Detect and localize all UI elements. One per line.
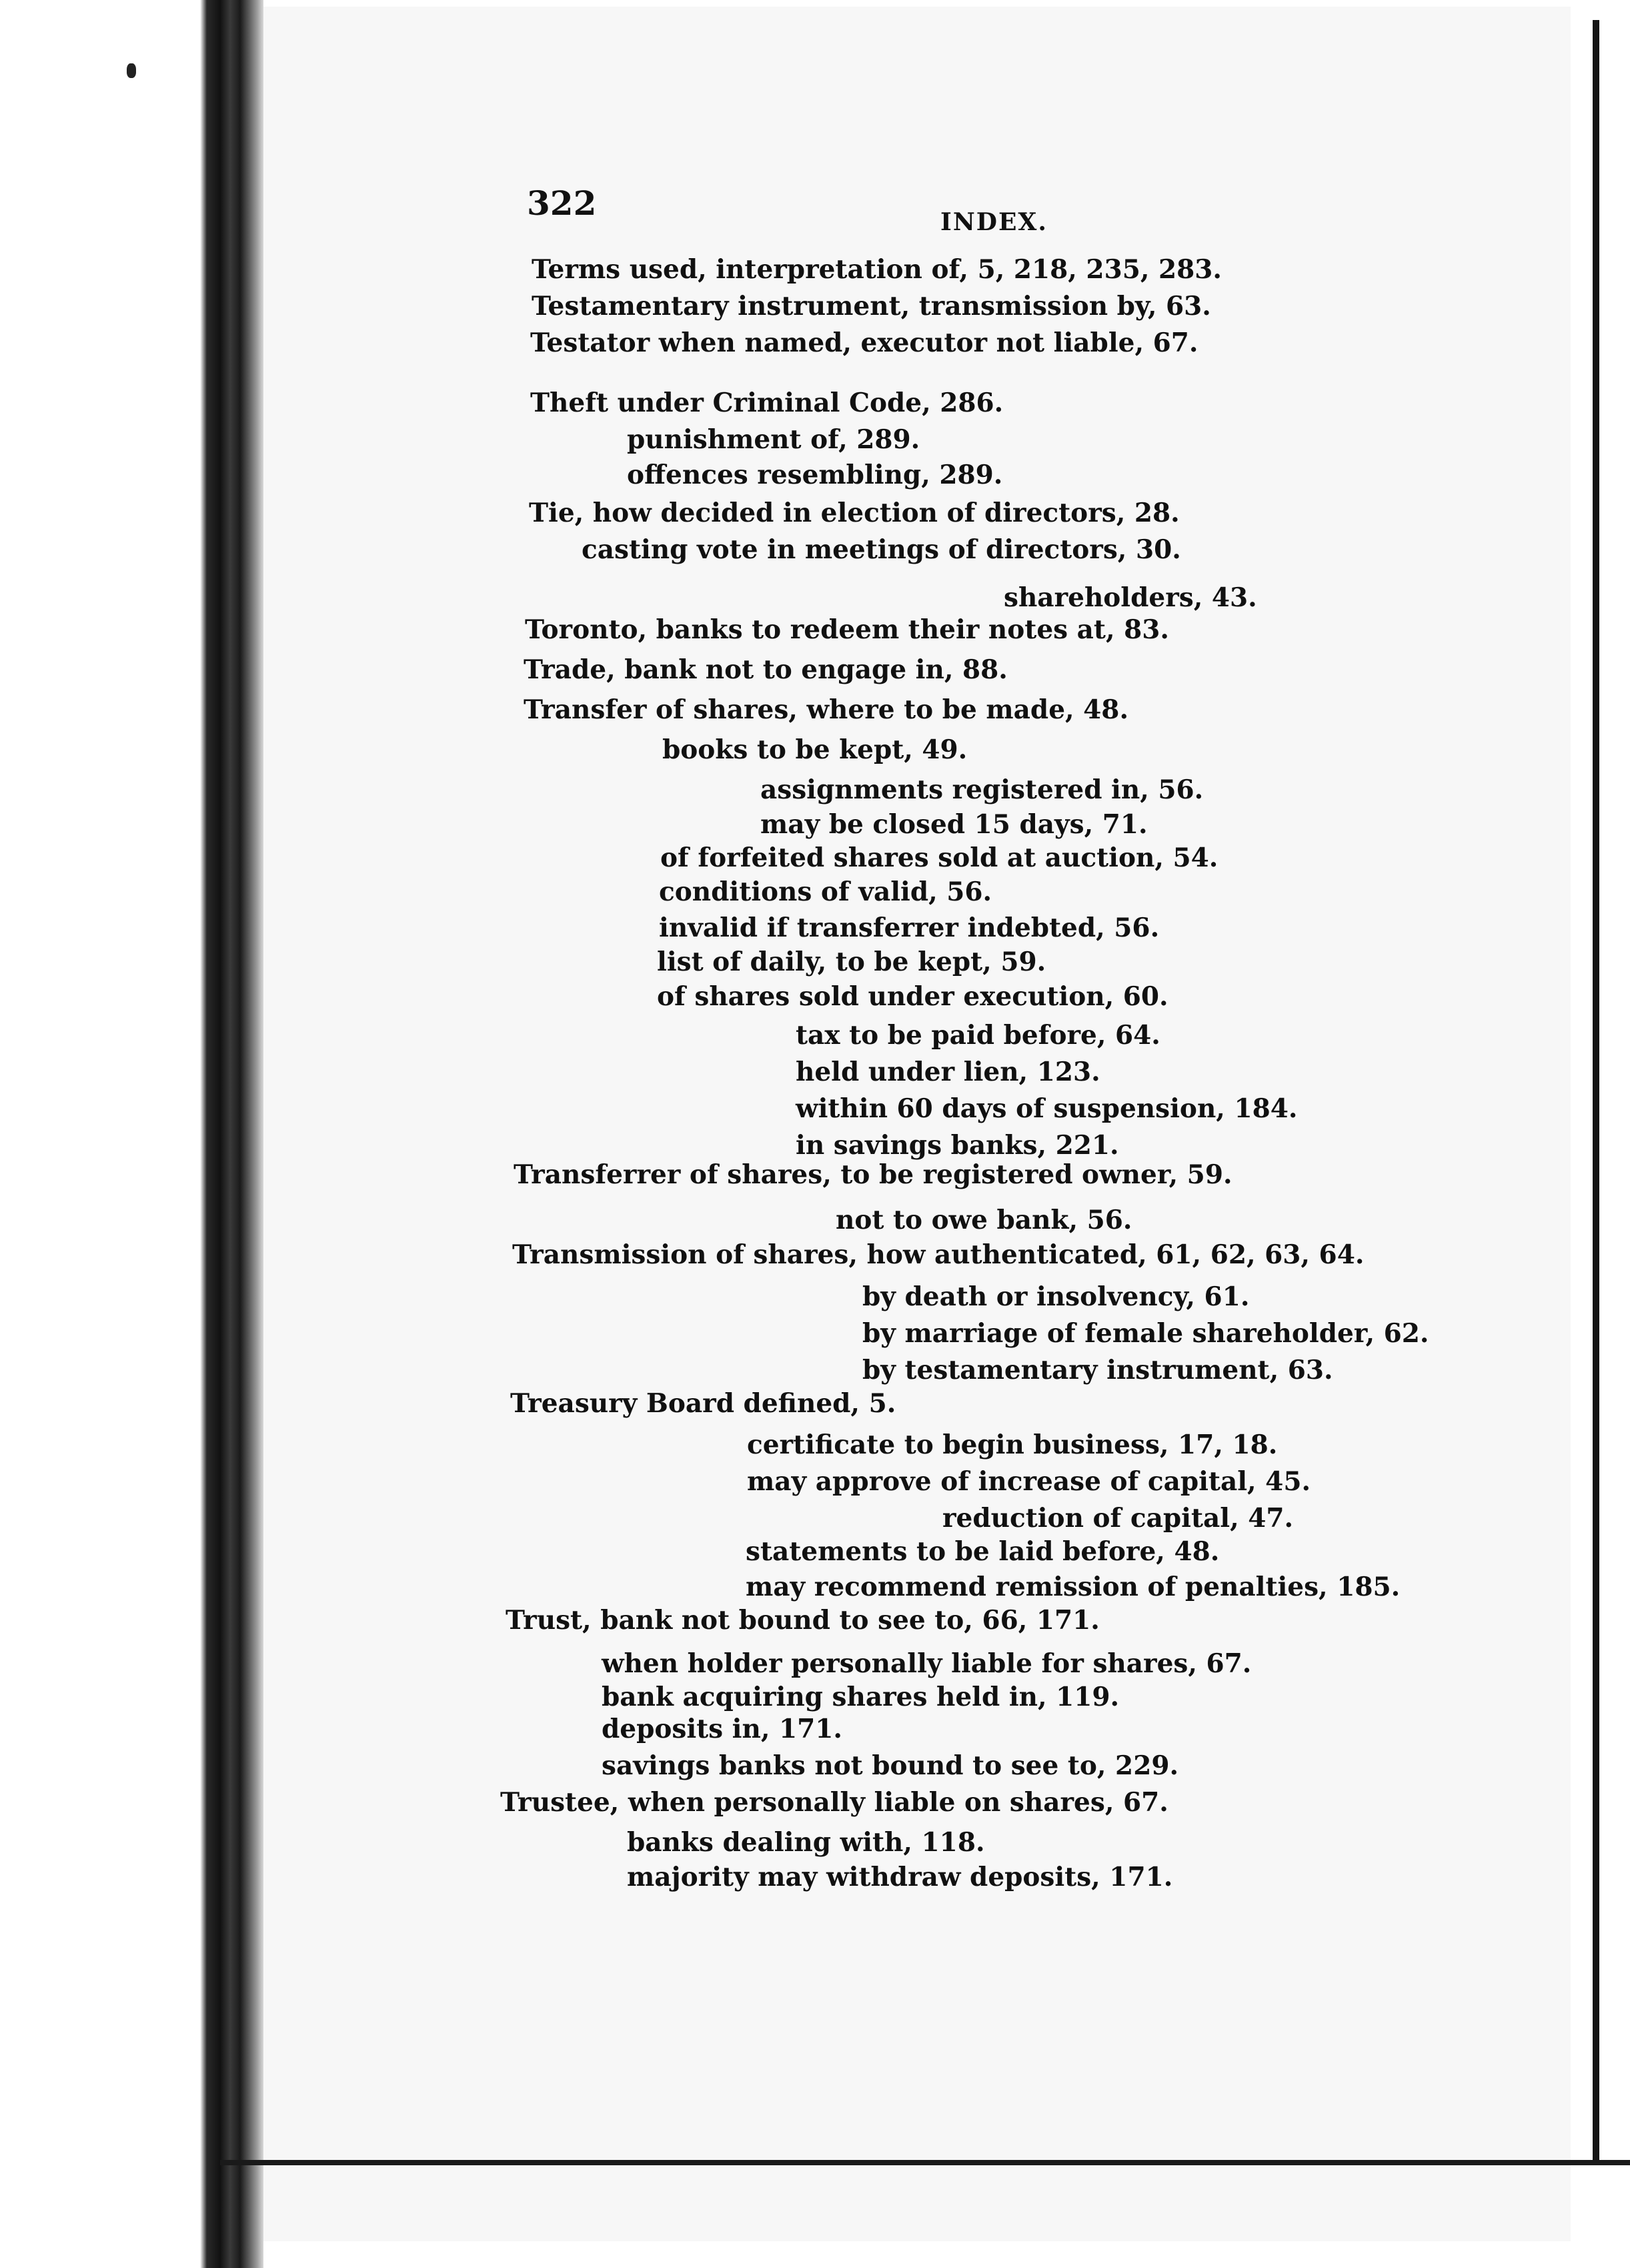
index-entry-sub: majority may withdraw deposits, 171. [627,1862,1173,1892]
index-entry-sub: offences resembling, 289. [627,460,1003,490]
index-entry-sub: casting vote in meetings of directors, 30. [582,534,1181,565]
index-entry-sub: assignments registered in, 56. [760,774,1204,805]
index-entry-sub: savings banks not bound to see to, 229. [602,1750,1179,1781]
index-entry-sub: may approve of increase of capital, 45. [747,1466,1311,1497]
index-entry-sub: held under lien, 123. [796,1057,1100,1087]
index-entry-sub: banks dealing with, 118. [627,1827,985,1858]
index-entry-main: Terms used, interpretation of, 5, 218, 235, 283. [532,254,1222,285]
index-entry-sub: within 60 days of suspension, 184. [796,1093,1298,1124]
index-entry-sub: by testamentary instrument, 63. [862,1355,1333,1385]
running-head: INDEX. [940,208,1048,236]
index-entry-sub: shareholders, 43. [1004,582,1257,613]
index-entry-main: Toronto, banks to redeem their notes at, 83. [525,614,1169,645]
index-entry-main: Transmission of shares, how authenticated, 61, 62, 63, 64. [512,1239,1365,1270]
page-number: 322 [527,183,597,223]
index-entry-sub: by marriage of female shareholder, 62. [862,1318,1429,1349]
index-entry-sub: may recommend remission of penalties, 185. [746,1572,1401,1602]
index-entry-main: Trade, bank not to engage in, 88. [524,654,1008,685]
index-entry-main: Trust, bank not bound to see to, 66, 171. [506,1605,1100,1636]
index-entry-sub: list of daily, to be kept, 59. [657,947,1046,977]
index-entry-sub: in savings banks, 221. [796,1130,1119,1161]
index-entry-sub: statements to be laid before, 48. [746,1536,1220,1567]
index-entry-sub: conditions of valid, 56. [659,877,992,907]
index-entry-main: Trustee, when personally liable on shares, 67. [500,1787,1168,1818]
index-entry-sub: certificate to begin business, 17, 18. [747,1430,1278,1460]
index-entry-main: Transferrer of shares, to be registered owner, 59. [514,1159,1233,1190]
index-entry-sub: books to be kept, 49. [662,734,968,765]
index-entry-sub: reduction of capital, 47. [942,1503,1294,1534]
index-entry-main: Transfer of shares, where to be made, 48. [524,694,1129,725]
index-entry-main: Theft under Criminal Code, 286. [530,388,1004,418]
index-entry-main: Testamentary instrument, transmission by, 63. [532,291,1211,322]
index-entry-sub: bank acquiring shares held in, 119. [602,1682,1120,1712]
index-entry-sub: of shares sold under execution, 60. [657,981,1168,1012]
index-entry-sub: deposits in, 171. [602,1714,842,1744]
index-entry-sub: of forfeited shares sold at auction, 54. [660,842,1218,873]
index-entry-main: Treasury Board defined, 5. [510,1388,896,1419]
index-entry-sub: invalid if transferrer indebted, 56. [659,913,1160,943]
index-entry-sub: not to owe bank, 56. [836,1205,1132,1235]
index-entry-sub: when holder personally liable for shares, 67. [602,1648,1252,1679]
index-entry-sub: tax to be paid before, 64. [796,1020,1160,1051]
index-entry-sub: punishment of, 289. [627,424,920,455]
index-entry-main: Tie, how decided in election of directors, 28. [529,498,1180,528]
index-entry-main: Testator when named, executor not liable, 67. [530,328,1198,358]
index-entry-sub: by death or insolvency, 61. [862,1281,1250,1312]
index-entry-sub: may be closed 15 days, 71. [760,809,1148,840]
